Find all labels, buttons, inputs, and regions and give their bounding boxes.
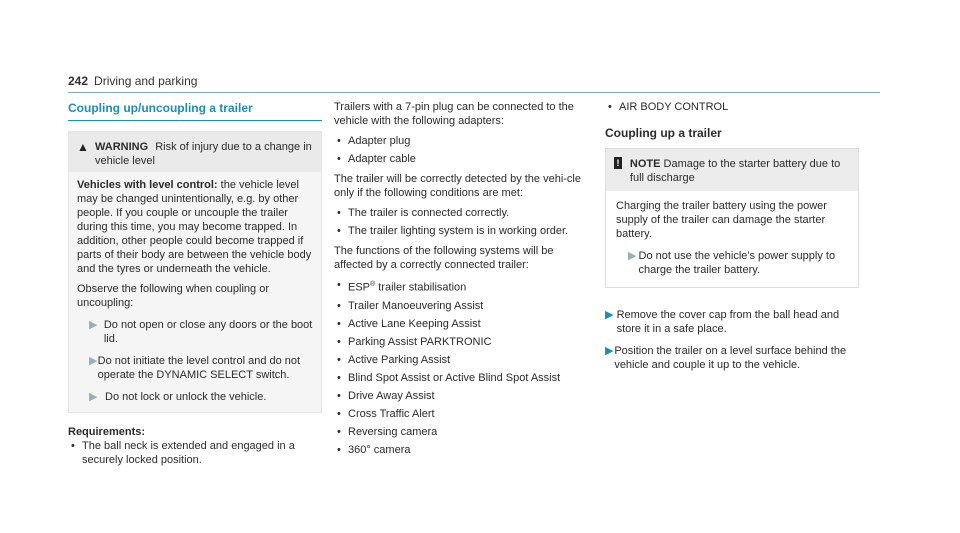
- list-item: • ESP® trailer stabilisation: [334, 278, 588, 295]
- list-item: • AIR BODY CONTROL: [605, 100, 859, 114]
- note-text: Damage to the starter battery due to full discharge: [629, 158, 841, 184]
- list-item: • Adapter cable: [334, 152, 588, 166]
- vehicles-heading: Vehicles with level control:: [77, 179, 218, 191]
- systems-list: [334, 278, 588, 457]
- heading-underline: [68, 120, 322, 121]
- arrow-icon: ▶: [605, 309, 614, 321]
- section-heading: Coupling up/uncoupling a trailer: [68, 101, 253, 115]
- list-item: • Active Lane Keeping Assist: [334, 317, 588, 331]
- systems-list-continued: [605, 100, 859, 114]
- list-item: • The trailer lighting system is in working order.: [334, 224, 588, 238]
- note-header: [606, 149, 858, 191]
- conditions-list: [334, 206, 588, 238]
- arrow-icon: ▶: [89, 391, 98, 403]
- list-item: • The trailer is connected correctly.: [334, 206, 588, 220]
- arrow-icon: ▶: [628, 250, 637, 262]
- subsection-heading: Coupling up a trailer: [605, 126, 722, 140]
- warning-header: [69, 132, 321, 172]
- list-item: • Parking Assist PARKTRONIC: [334, 335, 588, 349]
- list-item: • Adapter plug: [334, 134, 588, 148]
- list-item: • Reversing camera: [334, 425, 588, 439]
- exclamation-icon: !: [614, 157, 622, 169]
- page-header: [68, 74, 197, 88]
- list-item: • The ball neck is extended and engaged in a securely locked position.: [68, 439, 322, 467]
- note-body-text: Charging the trailer battery using the power supply of the trailer can damage the starter battery.: [616, 200, 827, 240]
- note-content: [606, 191, 858, 287]
- note-step: ▶ Do not use the vehicle's power supply to charge the trailer battery.: [628, 250, 836, 276]
- warning-step: ▶ Do not initiate the level control and do not operate the DYNAMIC SELECT switch.: [89, 355, 301, 381]
- observe-text: Observe the following when coupling or uncoupling:: [77, 283, 270, 309]
- column-1: [68, 100, 322, 473]
- column-3: [605, 100, 859, 372]
- list-item: • Blind Spot Assist or Active Blind Spot Assist: [334, 371, 588, 385]
- requirements-label: Requirements:: [68, 426, 146, 438]
- warning-content: [69, 172, 321, 412]
- arrow-icon: ▶: [605, 345, 614, 357]
- arrow-icon: ▶: [89, 355, 98, 367]
- instruction-step: ▶ Position the trailer on a level surface behind the vehicle and couple it up to the vehicle.: [605, 345, 847, 371]
- adapters-list: [334, 134, 588, 166]
- note-box: [605, 148, 859, 288]
- adapters-intro: Trailers with a 7-pin plug can be connected to the vehicle with the following adapters:: [334, 101, 574, 127]
- warning-text: Risk of injury due to a change in vehicle level: [95, 141, 312, 167]
- arrow-icon: ▶: [89, 319, 98, 331]
- section-title: Driving and parking: [94, 74, 198, 88]
- warning-step: ▶ Do not open or close any doors or the boot lid.: [89, 319, 313, 345]
- requirements-list: [68, 439, 322, 467]
- warning-box: [68, 131, 322, 413]
- functions-text: The functions of the following systems will be affected by a correctly connected trailer:: [334, 245, 554, 271]
- note-label: NOTE: [629, 158, 661, 170]
- page-number: 242: [68, 74, 89, 88]
- list-item: • Drive Away Assist: [334, 389, 588, 403]
- column-2: [334, 100, 588, 463]
- warning-triangle-icon: ▲: [77, 140, 89, 154]
- list-item: • Cross Traffic Alert: [334, 407, 588, 421]
- warning-step: ▶ Do not lock or unlock the vehicle.: [89, 391, 267, 403]
- header-divider: [68, 92, 880, 93]
- list-item: • Trailer Manoeuvering Assist: [334, 299, 588, 313]
- detect-text: The trailer will be correctly detected by the vehi-cle only if the following conditions are met:: [334, 173, 581, 199]
- instruction-step: ▶ Remove the cover cap from the ball head and store it in a safe place.: [605, 309, 840, 335]
- list-item: • 360° camera: [334, 443, 588, 457]
- vehicles-text: the vehicle level may be changed unintentionally, e.g. by other people. If you couple or uncouple the trailer during this time, you may become trapped. In addition, other people could become trapped if parts of their body are between the vehicle body and the tyres or underneath the vehicle.: [77, 179, 312, 275]
- warning-label: WARNING: [95, 141, 149, 153]
- list-item: • Active Parking Assist: [334, 353, 588, 367]
